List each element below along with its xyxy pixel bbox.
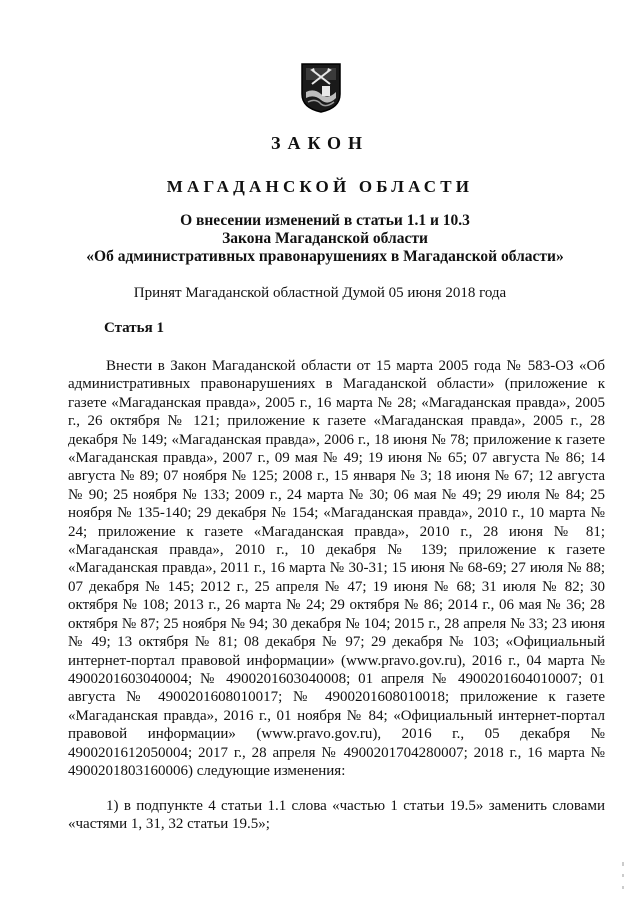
subtitle-line: Закона Магаданской области	[222, 230, 428, 247]
subtitle-line: «Об административных правонарушениях в Магаданской области»	[86, 248, 564, 265]
article-heading: Статья 1	[104, 320, 164, 336]
article-item-1: 1) в подпункте 4 статьи 1.1 слова «частью 1 статьи 19.5» заменить словами «частями 1, 31, 32 статьи 19.5»;	[68, 798, 605, 833]
adoption-note: Принят Магаданской областной Думой 05 июня 2018 года	[133, 285, 507, 301]
law-title: ЗАКОН	[270, 133, 370, 153]
margin-scan-marks	[620, 860, 626, 900]
magadan-coat-of-arms-icon	[300, 62, 342, 114]
article-intro-paragraph: Внести в Закон Магаданской области от 15 марта 2005 года № 583-ОЗ «Об административных правонарушениях в Магаданской области» (приложение к газете «Магаданская правда», 2005 г., 16 марта № 28; «Магаданская правда», 2005 г., 26 октября № 121; приложение к газете «Магаданская правда», 2005 г., 28 декабря № 149; «Магаданская правда», 2006 г., 18 июня № 78; приложение к газете «Магаданская правда», 2007 г., 09 мая № 49; 19 июня № 65; 07 августа № 86; 14 августа № 89; 07 ноября № 125; 2008 г., 15 января № 3; 18 июня № 67; 12 августа № 90; 25 ноября № 133; 2009 г., 24 марта № 30; 06 мая № 49; 29 июля № 84; 25 ноября № 135-140; 29 декабря № 154; «Магаданская правда», 2010 г., 10 марта № 24; приложение к газете «Магаданская правда», 2010 г., 28 июня № 81; «Магаданская правда», 2010 г., 10 декабря № 139; приложение к газете «Магаданская правда», 2011 г., 16 марта № 30-31; 15 июня № 68-69; 27 июля № 88; 07 декабря № 145; 2012 г., 25 апреля № 47; 19 июня № 68; 31 июля № 82; 30 октября № 108; 2013 г., 26 марта № 24; 29 октября № 86; 2014 г., 06 мая № 36; 28 октября № 87; 25 ноября № 94; 30 декабря № 104; 2015 г., 28 апреля № 33; 23 июня № 49; 13 октября № 81; 08 декабря № 97; 29 декабря № 103; «Официальный интернет-портал правовой информации» (www.pravo.gov.ru), 2016 г., 04 марта № 4900201603040004; № 4900201603040008; 01 апреля № 4900201604010007; 01 августа № 4900201608010017; № 4900201608010018; приложение к газете «Магаданская правда», 2016 г., 01 ноября № 84; «Официальный интернет-портал правовой информации» (www.pravo.gov.ru), 2016 г., 05 декабря № 4900201612050004; 2017 г., 28 апреля № 4900201704280007; 2018 г., 16 марта № 4900201803160006) следующие изменения:	[68, 358, 605, 779]
subtitle-line: О внесении изменений в статьи 1.1 и 10.3	[180, 212, 470, 229]
law-subtitle	[60, 212, 590, 266]
region-title: МАГАДАНСКОЙ ОБЛАСТИ	[166, 177, 474, 196]
